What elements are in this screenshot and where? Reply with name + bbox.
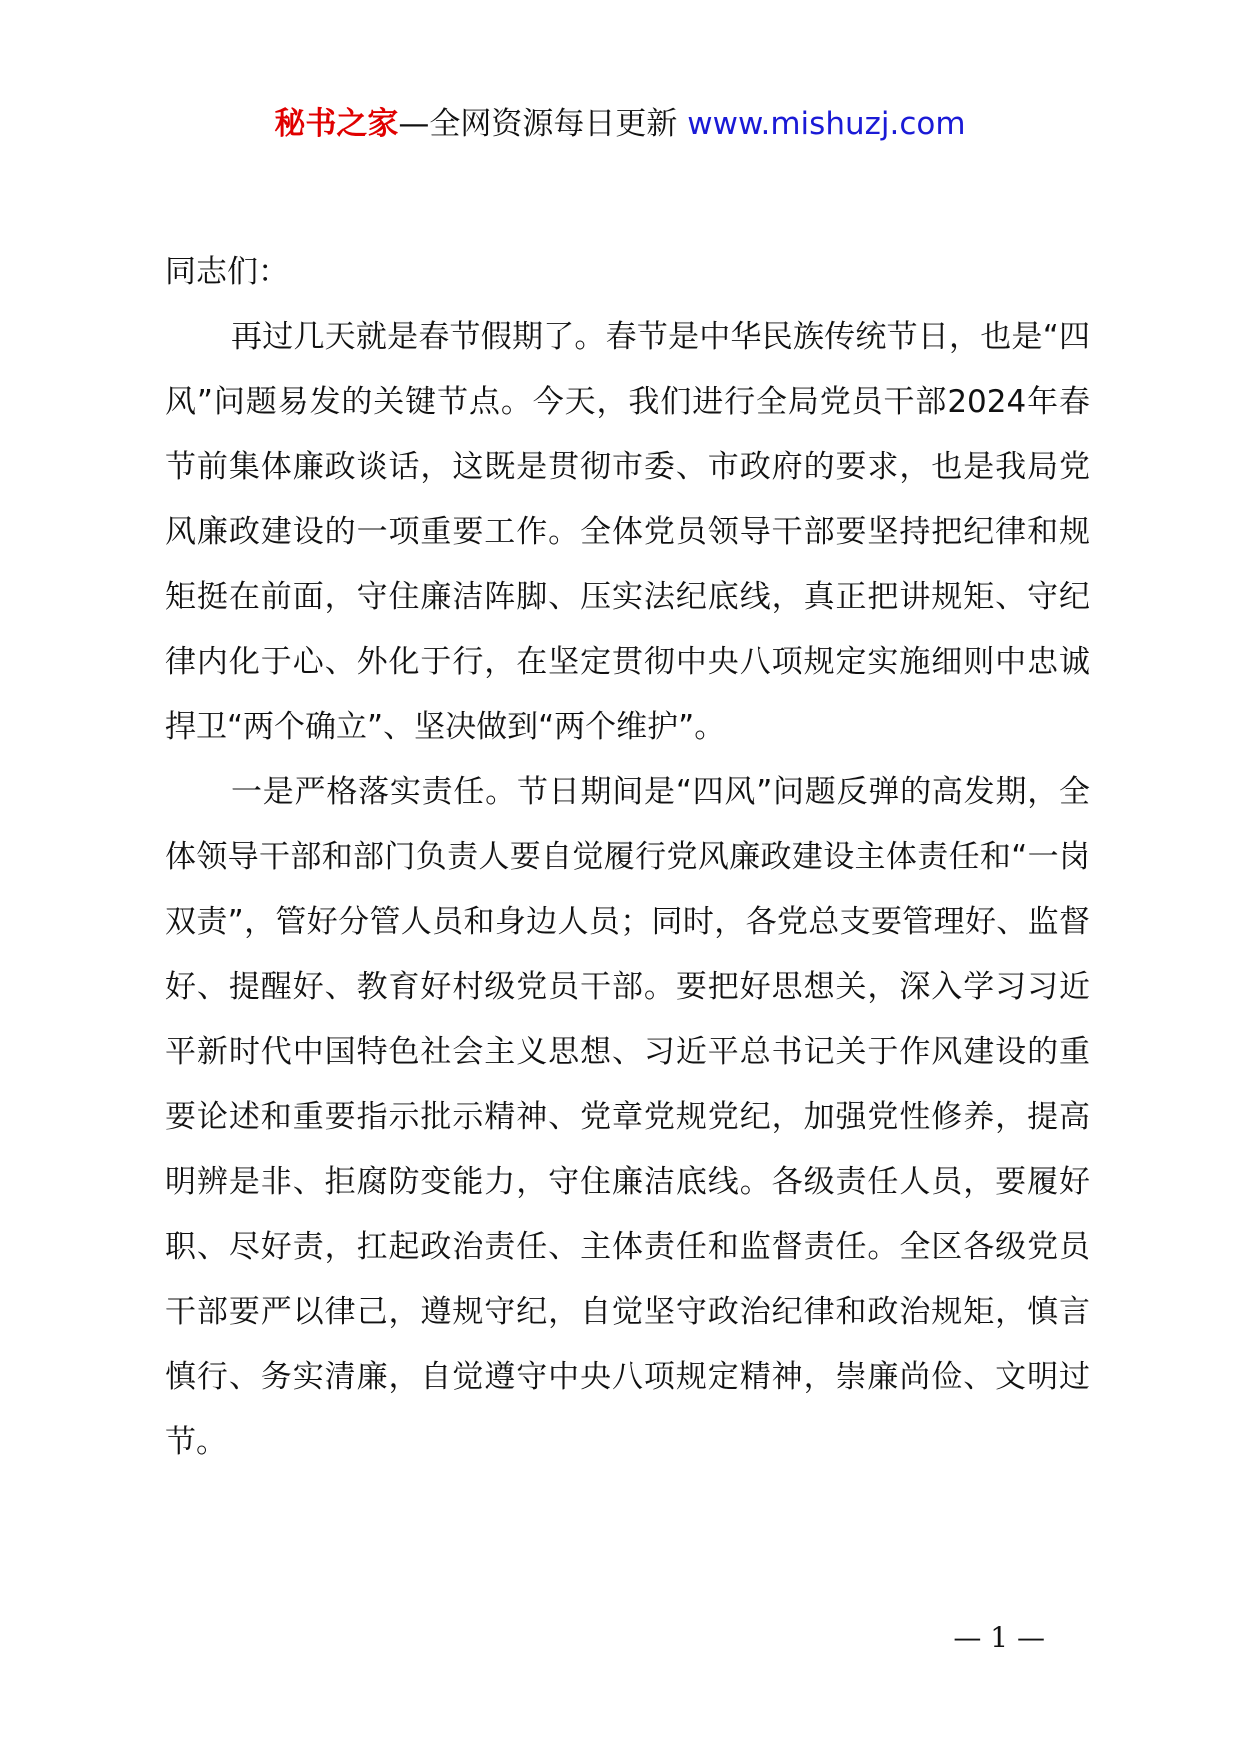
site-header [0,100,1240,148]
salutation: 同志们： [165,254,289,290]
paragraph-intro: 再过几天就是春节假期了。春节是中华民族传统节日，也是“四风”问题易发的关键节点。今天，我们进行全局党员干部2024年春节前集体廉政谈话，这既是贯彻市委、市政府的要求，也是我局党风廉政建设的一项重要工作。全体党员领导干部要坚持把纪律和规矩挺在前面，守住廉洁阵脚、压实法纪底线，真正把讲规矩、守纪律内化于心、外化于行，在坚定贯彻中央八项规定实施细则中忠诚捍卫“两个确立”、坚决做到“两个维护”。 [165,319,1090,745]
site-url-link[interactable]: www.mishuzj.com [687,106,966,142]
document-body [165,240,1090,1475]
site-brand: 秘书之家 [274,106,399,142]
page-number: — 1 — [953,1621,1045,1654]
site-tagline: —全网资源每日更新 [398,106,688,142]
paragraph-responsibility: 一是严格落实责任。节日期间是“四风”问题反弹的高发期，全体领导干部和部门负责人要自觉履行党风廉政建设主体责任和“一岗双责”，管好分管人员和身边人员；同时，各党总支要管理好、监督好、提醒好、教育好村级党员干部。要把好思想关，深入学习习近平新时代中国特色社会主义思想、习近平总书记关于作风建设的重要论述和重要指示批示精神、党章党规党纪，加强党性修养，提高明辨是非、拒腐防变能力，守住廉洁底线。各级责任人员，要履好职、尽好责，扛起政治责任、主体责任和监督责任。全区各级党员干部要严以律己，遵规守纪，自觉坚守政治纪律和政治规矩，慎言慎行、务实清廉，自觉遵守中央八项规定精神，崇廉尚俭、文明过节。 [165,774,1090,1460]
